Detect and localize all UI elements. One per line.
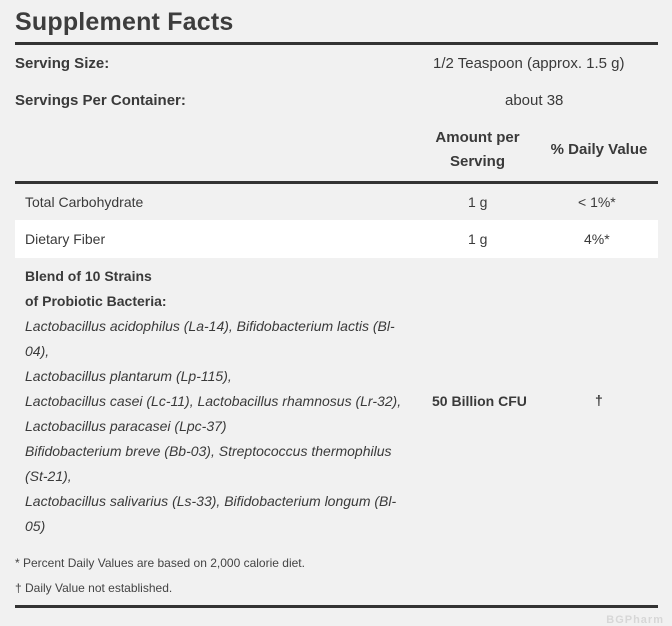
blend-line: 05) [25, 518, 46, 534]
footnote-percent-dv: * Percent Daily Values are based on 2,000 calorie diet. [15, 556, 305, 570]
blend-dv: † [595, 392, 603, 408]
nutrient-amount: 1 g [468, 194, 488, 210]
serving-size-value: 1/2 Teaspoon (approx. 1.5 g) [433, 55, 625, 72]
watermark: BGPharm [606, 614, 664, 626]
blend-line: Bifidobacterium breve (Bb-03), Streptococcus thermophilus [25, 443, 392, 459]
bottom-divider [15, 605, 658, 608]
table-row [15, 184, 658, 220]
nutrient-name: Total Carbohydrate [25, 194, 144, 210]
blend-title-line2: of Probiotic Bacteria: [25, 293, 167, 309]
nutrient-dv: 4%* [584, 231, 610, 247]
page-title: Supplement Facts [15, 8, 234, 36]
blend-line: 04), [25, 343, 50, 359]
daily-value-header: % Daily Value [550, 141, 648, 158]
nutrient-amount: 1 g [468, 231, 488, 247]
table-row [15, 220, 658, 258]
blend-amount: 50 Billion CFU [432, 393, 527, 409]
blend-line: Lactobacillus salivarius (Ls-33), Bifidobacterium longum (Bl- [25, 493, 397, 509]
amount-per-serving-header [420, 126, 535, 174]
blend-line: Lactobacillus casei (Lc-11), Lactobacillus rhamnosus (Lr-32), [25, 393, 402, 409]
blend-line: Lactobacillus acidophilus (La-14), Bifidobacterium lactis (Bl- [25, 318, 395, 334]
blend-line: Lactobacillus paracasei (Lpc-37) [25, 418, 227, 434]
blend-line: (St-21), [25, 468, 72, 484]
probiotic-blend [25, 264, 425, 539]
footnote-not-established: † Daily Value not established. [15, 581, 173, 595]
nutrient-name: Dietary Fiber [25, 231, 106, 247]
amount-header-line2: Serving [449, 153, 506, 170]
amount-header-line1: Amount per [435, 129, 520, 146]
blend-line: Lactobacillus plantarum (Lp-115), [25, 368, 232, 384]
title-divider [15, 42, 658, 45]
nutrient-dv: < 1%* [578, 194, 616, 210]
servings-per-container-label: Servings Per Container: [15, 92, 186, 109]
blend-title-line1: Blend of 10 Strains [25, 268, 152, 284]
serving-size-label: Serving Size: [15, 55, 110, 72]
servings-per-container-value: about 38 [505, 92, 564, 109]
